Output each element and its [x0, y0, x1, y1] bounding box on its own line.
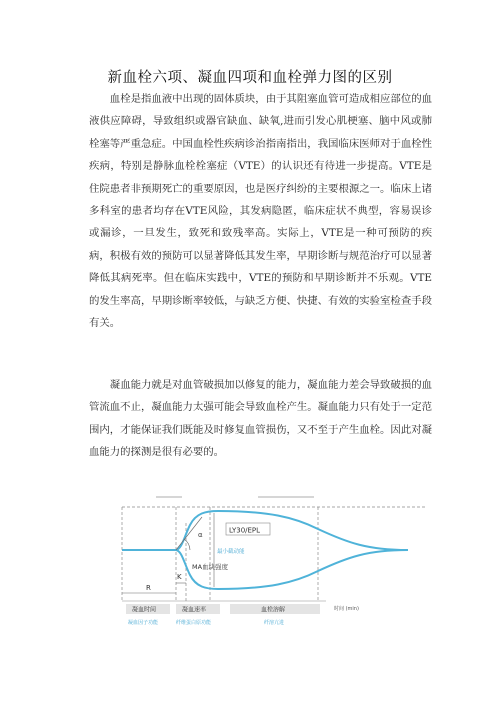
paragraph-coagulation: 凝血能力就是对血管破损加以修复的能力，凝血能力差会导致破损的血管流血不止，凝血能力太强可能会导致血栓产生。凝血能力只有处于一定范围内，才能保证我们既能及时修复血管损伤，又不至于产生血栓。因此对凝血能力的探测是很有必要的。: [89, 379, 432, 459]
page-title: 新血栓六项、凝血四项和血栓弹力图的区别: [107, 70, 393, 86]
phase-title-2: 凝血速率: [182, 606, 207, 614]
k-label: K: [177, 573, 182, 581]
alpha-arc: [184, 539, 190, 550]
max-speed-label: 最小截动能: [217, 549, 245, 555]
r-label: R: [146, 584, 151, 592]
phase-sub-2: 纤维蛋白原功能: [176, 620, 212, 626]
phase-title-3: 血栓溶解: [261, 606, 286, 614]
time-axis-label: 时间 (min): [334, 606, 359, 612]
teg-diagram: [118, 493, 430, 633]
ma-label: MA血块强度: [192, 563, 229, 571]
phase-sub-1: 凝血因子功能: [128, 620, 159, 626]
phase-title-1: 凝血时间: [132, 606, 157, 614]
teg-curve-upper: [176, 511, 408, 550]
phase-sub-3: 纤溶亢进: [264, 620, 285, 626]
paragraph-intro: 血栓是指血液中出现的固体质块，由于其阻塞血管可造成相应部位的血液供应障碍，导致组织或器官缺血、缺氧,进而引发心肌梗塞、脑中风或肺栓塞等严重急症。中国血栓性疾病诊治指南指出，我国临床医师对于血栓性疾病，特别是静脉血栓栓塞症（VTE）的认识还有待进一步提高。VTE是住院患者非预期死亡的重要原因，也是医疗纠纷的主要根源之一。临床上诸多科室的患者均存在VTE风险，其发病隐匿，临床症状不典型，容易误诊或漏诊，一旦发生，致死和致残率高。实际上，VTE是一种可预防的疾病，积极有效的预防可以显著降低其发生率，早期诊断与规范治疗可以显著降低其病死率。但在临床实践中，VTE的预防和早期诊断并不乐观。VTE的发生率高，早期诊断率较低，与缺乏方便、快捷、有效的实验室检查手段有关。: [89, 93, 432, 330]
alpha-label: α: [198, 531, 203, 539]
ly30-label: LY30/EPL: [229, 526, 261, 535]
